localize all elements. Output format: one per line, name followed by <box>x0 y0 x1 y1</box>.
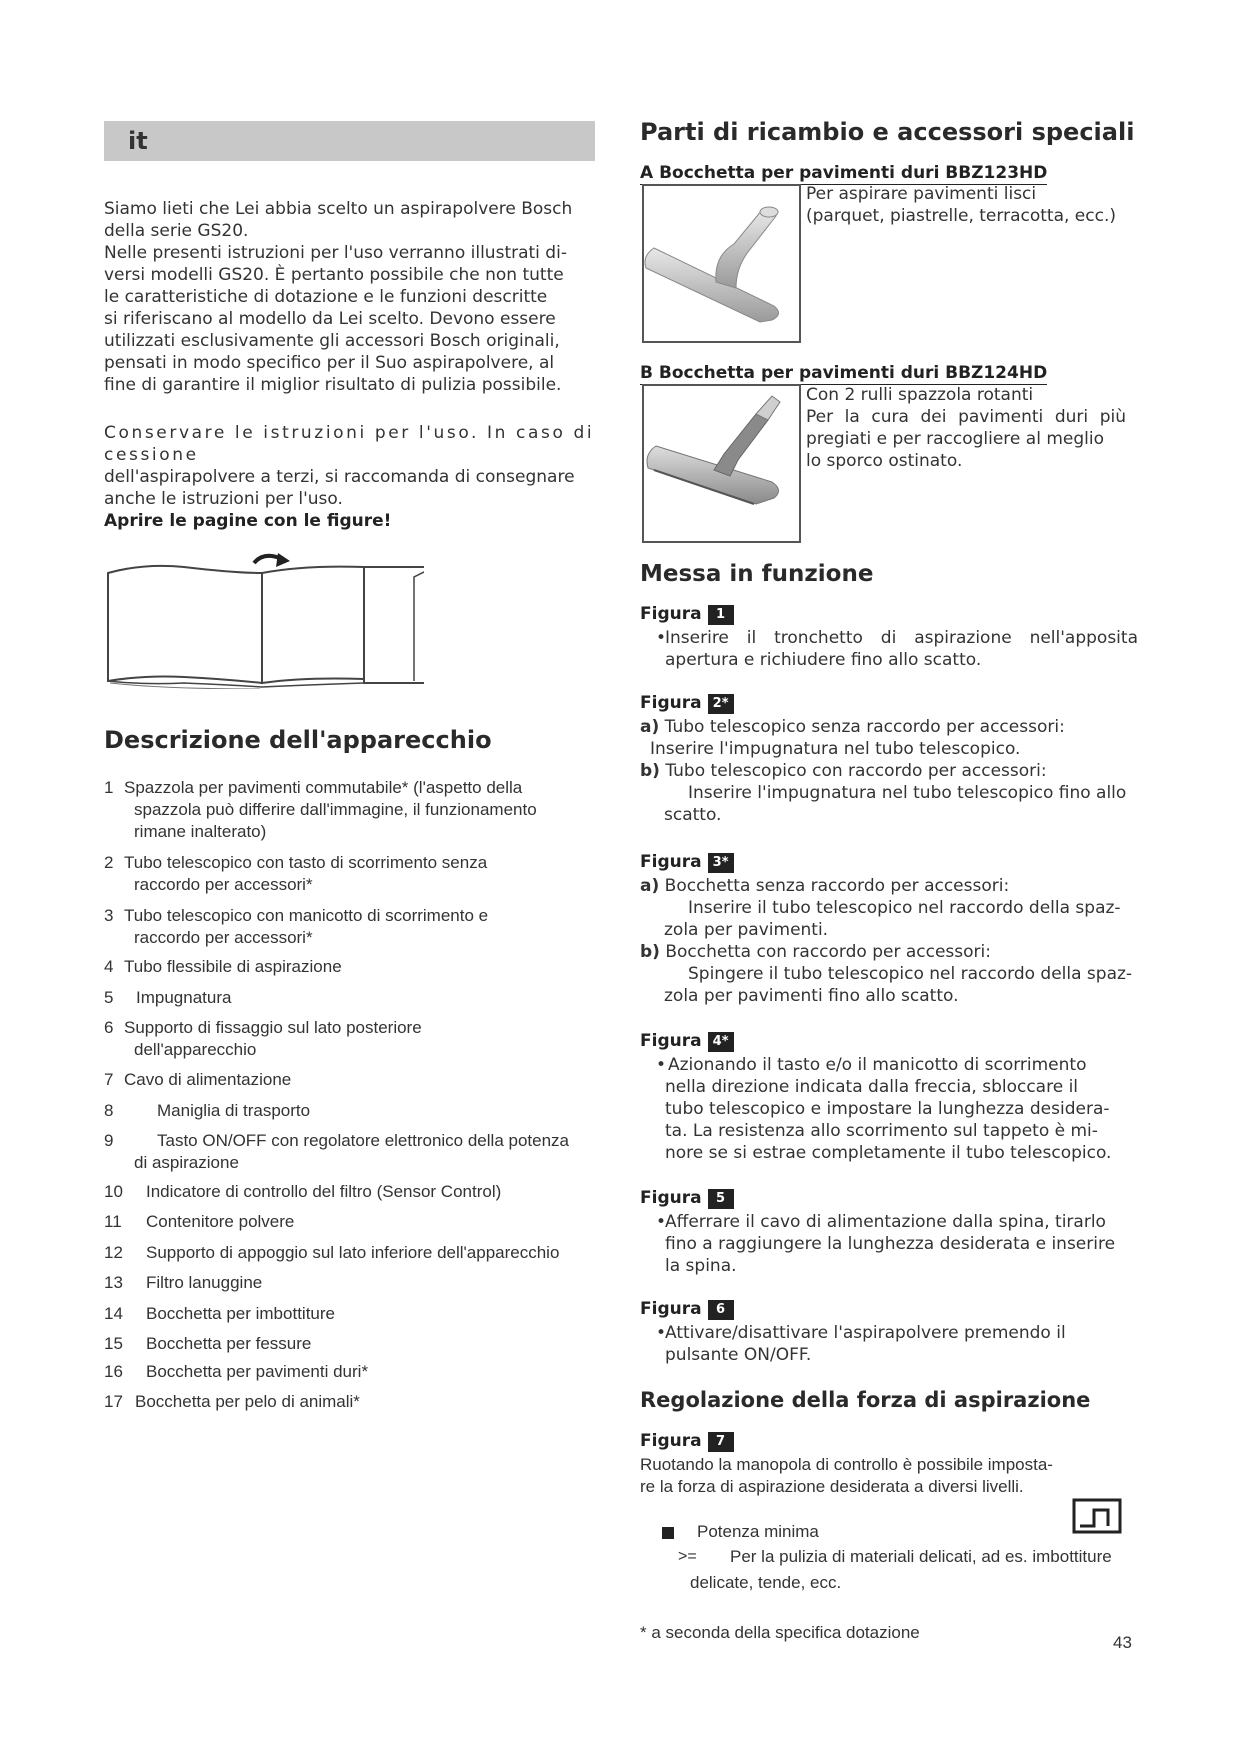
figure-4-label: Figura 4* <box>640 1031 734 1052</box>
arrow-symbol: >= <box>678 1548 697 1565</box>
min-power-desc-2: delicate, tende, ecc. <box>690 1573 842 1592</box>
figure-3-label: Figura 3* <box>640 852 734 873</box>
startup-title: Messa in funzione <box>640 561 874 587</box>
list-item: 7 Cavo di alimentazione <box>104 1070 292 1089</box>
min-power-label: Potenza minima <box>697 1522 819 1541</box>
list-item: 9 Tasto ON/OFF con regolatore elettronico della potenza di aspirazione <box>104 1131 569 1172</box>
open-book-illustration <box>104 553 424 689</box>
description-title: Descrizione dell'apparecchio <box>104 726 492 754</box>
list-item: 17 Bocchetta per pelo di animali* <box>104 1392 360 1411</box>
list-item: 4 Tubo flessibile di aspirazione <box>104 957 342 976</box>
figure-1-label: Figura 1 <box>640 604 734 625</box>
list-item: 1 Spazzola per pavimenti commutabile* (l'aspetto della spazzola può differire dall'immagine, il funzionamento rimane inalterato) <box>104 778 537 841</box>
figure-4-text: • Azionando il tasto e/o il manicotto di scorrimento nella direzione indicata dalla freccia, sbloccare il tubo telescopico e impostare la lunghezza desidera- ta. La resistenza allo scorrimento sul tappeto è mi- nore se si estrae completamente il tubo telescopico. <box>656 1055 1112 1163</box>
list-item: 11 Contenitore polvere <box>104 1212 295 1231</box>
figure-7-label: Figura 7 <box>640 1431 734 1452</box>
hard-floor-nozzle-icon <box>644 186 799 341</box>
language-tab <box>104 121 595 161</box>
brush-roller-nozzle-icon <box>644 386 799 541</box>
list-item: 2 Tubo telescopico con tasto di scorrimento senza raccordo per accessori* <box>104 853 488 894</box>
figure-6-label: Figura 6 <box>640 1299 734 1320</box>
page-number: 43 <box>1113 1633 1132 1652</box>
language-code: it <box>128 127 148 155</box>
list-item: 12 Supporto di appoggio sul lato inferiore dell'apparecchio <box>104 1243 560 1262</box>
list-item: 6 Supporto di fissaggio sul lato posteriore dell'apparecchio <box>104 1018 422 1059</box>
min-power-setting-icon <box>1072 1498 1122 1534</box>
accessory-b-desc: Con 2 rulli spazzola rotanti Per la cura dei pavimenti duri più pregiati e per raccogliere al meglio lo sporco ostinato. <box>806 385 1126 471</box>
intro-paragraph-1: Siamo lieti che Lei abbia scelto un aspirapolvere Bosch della serie GS20. Nelle presenti istruzioni per l'uso verranno illustrati di- versi modelli GS20. È pertanto possibile che non tutte le caratteristiche di dotazione e le funzioni descritte si riferiscano al modello da Lei scelto. Devono essere utilizzati esclusivamente gli accessori Bosch originali, pensati in modo specifico per il Suo aspirapolvere, al fine di garantire il miglior risultato di pulizia possibile. <box>104 199 573 395</box>
spare-parts-title: Parti di ricambio e accessori speciali <box>640 118 1135 146</box>
intro-paragraph-2: Conservare le istruzioni per l'uso. In caso di cessione dell'aspirapolvere a terzi, si raccomanda di consegnare anche le istruzioni per l'uso. <box>104 423 595 509</box>
accessory-a-desc: Per aspirare pavimenti lisci (parquet, piastrelle, terracotta, ecc.) <box>806 184 1116 226</box>
list-item: 15 Bocchetta per fessure <box>104 1334 312 1353</box>
figure-5-text: • Afferrare il cavo di alimentazione dalla spina, tirarlo fino a raggiungere la lunghezza desiderata e inserire la spina. <box>656 1212 1116 1276</box>
figure-1-text: • Inserire il tronchetto di aspirazione nell'apposita apertura e richiudere fino allo scatto. <box>656 628 1138 670</box>
list-item: 5 Impugnatura <box>104 988 232 1007</box>
min-power-desc-1: Per la pulizia di materiali delicati, ad es. imbottiture <box>730 1547 1112 1566</box>
list-item: 13 Filtro lanuggine <box>104 1273 263 1292</box>
footnote: * a seconda della specifica dotazione <box>640 1623 920 1642</box>
square-bullet-icon <box>662 1527 674 1539</box>
figure-3-text: a) Bocchetta senza raccordo per accessori: Inserire il tubo telescopico nel raccordo della spaz- zola per pavimenti. b) Bocchetta con raccordo per accessori: Spingere il tubo telescopico nel raccordo della spaz- zola per pavimenti fino allo scatto. <box>640 876 1133 1006</box>
list-item: 10 Indicatore di controllo del filtro (Sensor Control) <box>104 1182 502 1201</box>
figure-7-text: Ruotando la manopola di controllo è possibile imposta- re la forza di aspirazione desiderata a diversi livelli. <box>640 1455 1053 1496</box>
open-pages-note: Aprire le pagine con le figure! <box>104 511 392 531</box>
accessory-b-image <box>642 384 801 543</box>
accessory-a-title: A Bocchetta per pavimenti duri BBZ123HD <box>640 163 1048 183</box>
figure-2-label: Figura 2* <box>640 693 734 714</box>
accessory-b-title: B Bocchetta per pavimenti duri BBZ124HD <box>640 363 1048 383</box>
suction-title: Regolazione della forza di aspirazione <box>640 1388 1091 1412</box>
figure-2-text: a) Tubo telescopico senza raccordo per accessori: Inserire l'impugnatura nel tubo telescopico. b) Tubo telescopico con raccordo per accessori: Inserire l'impugnatura nel tubo telescopico fino allo scatto. <box>640 717 1127 825</box>
figure-5-label: Figura 5 <box>640 1188 734 1209</box>
list-item: 8 Maniglia di trasporto <box>104 1101 311 1120</box>
list-item: 3 Tubo telescopico con manicotto di scorrimento e raccordo per accessori* <box>104 906 489 947</box>
figure-6-text: • Attivare/disattivare l'aspirapolvere premendo il pulsante ON/OFF. <box>656 1323 1066 1365</box>
accessory-a-image <box>642 184 801 343</box>
list-item: 14 Bocchetta per imbottiture <box>104 1304 335 1323</box>
list-item: 16 Bocchetta per pavimenti duri* <box>104 1362 369 1381</box>
